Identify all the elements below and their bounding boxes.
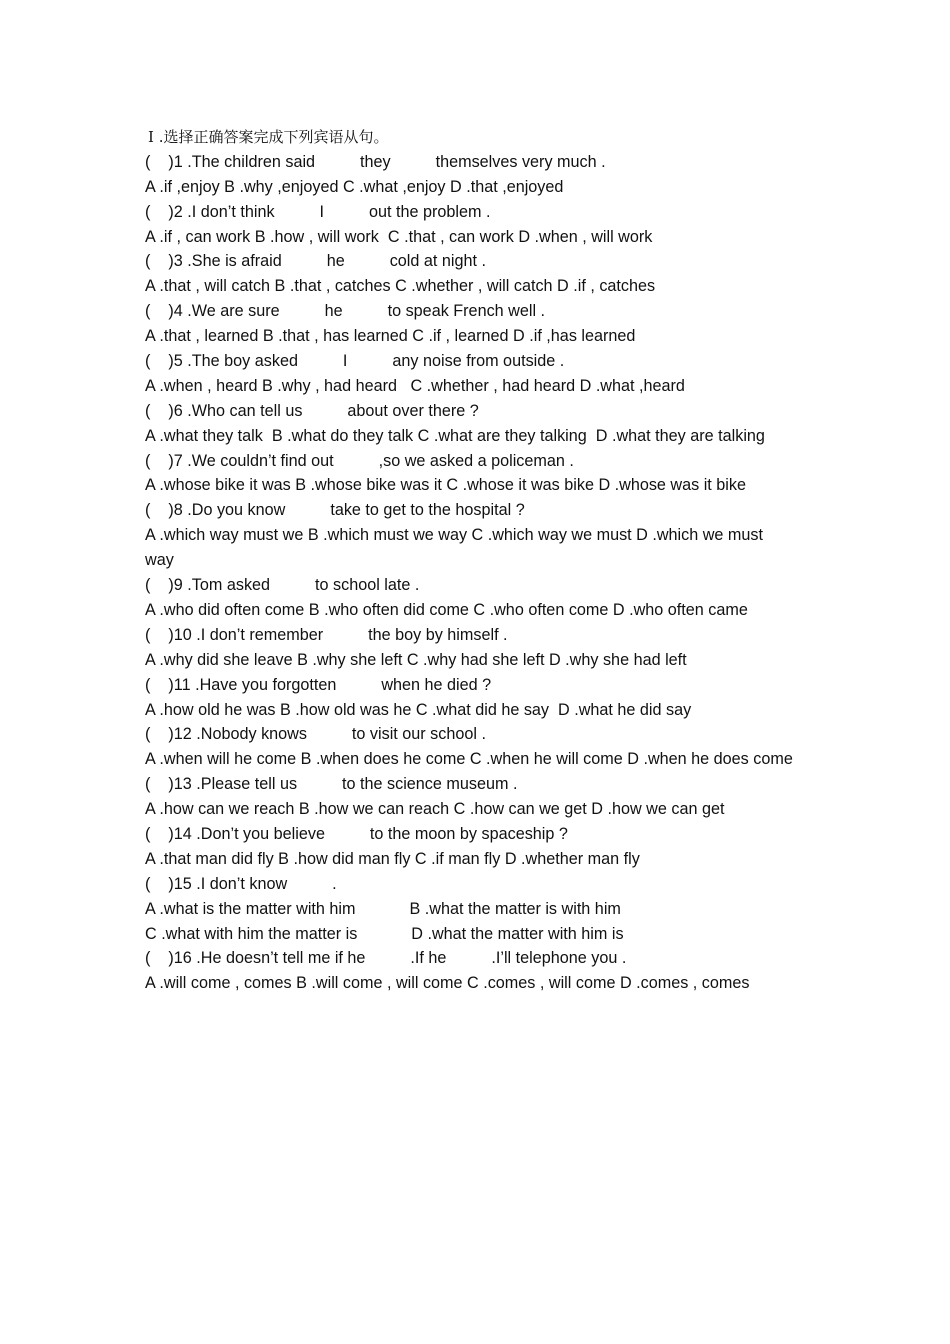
options-1: A .if ,enjoy B .why ,enjoyed C .what ,enjoy D .that ,enjoyed — [145, 177, 564, 196]
question-4: ( )4 .We are sure he to speak French well . — [145, 302, 546, 321]
options-12: A .when will he come B .when does he come C .when he will come D .when he does come — [145, 750, 793, 769]
options-5: A .when , heard B .why , had heard C .whether , had heard D .what ,heard — [145, 376, 685, 395]
question-6: ( )6 .Who can tell us about over there ? — [145, 401, 479, 420]
question-12: ( )12 .Nobody knows to visit our school . — [145, 725, 486, 744]
question-13: ( )13 .Please tell us to the science museum . — [145, 775, 518, 794]
options-2: A .if , can work B .how , will work C .that , can work D .when , will work — [145, 227, 653, 246]
question-14: ( )14 .Don’t you believe to the moon by spaceship ? — [145, 824, 568, 843]
question-9: ( )9 .Tom asked to school late . — [145, 576, 420, 595]
options-15-ab: A .what is the matter with him B .what the matter is with him — [145, 899, 621, 918]
question-3: ( )3 .She is afraid he cold at night . — [145, 252, 486, 271]
question-16: ( )16 .He doesn’t tell me if he .If he .I’ll telephone you . — [145, 949, 627, 968]
question-10: ( )10 .I don’t remember the boy by himself . — [145, 625, 508, 644]
options-9: A .who did often come B .who often did come C .who often come D .who often came — [145, 600, 748, 619]
question-7: ( )7 .We couldn’t find out ,so we asked a policeman . — [145, 451, 574, 470]
options-7: A .whose bike it was B .whose bike was it C .whose it was bike D .whose was it bike — [145, 476, 746, 495]
question-2: ( )2 .I don’t think I out the problem . — [145, 202, 491, 221]
question-5: ( )5 .The boy asked I any noise from outside . — [145, 352, 565, 371]
options-15-cd: C .what with him the matter is D .what the matter with him is — [145, 924, 624, 943]
options-3: A .that , will catch B .that , catches C .whether , will catch D .if , catches — [145, 277, 656, 296]
options-4: A .that , learned B .that , has learned C .if , learned D .if ,has learned — [145, 327, 636, 346]
exercise-content — [145, 125, 795, 996]
question-11: ( )11 .Have you forgotten when he died ? — [145, 675, 492, 694]
options-10: A .why did she leave B .why she left C .why had she left D .why she had left — [145, 650, 687, 669]
options-11: A .how old he was B .how old was he C .what did he say D .what he did say — [145, 700, 692, 719]
options-13: A .how can we reach B .how we can reach C .how can we get D .how we can get — [145, 800, 725, 819]
section-heading: Ⅰ .选择正确答案完成下列宾语从句。 — [148, 128, 389, 146]
options-14: A .that man did fly B .how did man fly C .if man fly D .whether man fly — [145, 849, 640, 868]
options-6: A .what they talk B .what do they talk C .what are they talking D .what they are talking — [145, 426, 765, 445]
question-1: ( )1 .The children said they themselves very much . — [145, 152, 606, 171]
question-8: ( )8 .Do you know take to get to the hospital ? — [145, 501, 525, 520]
question-15: ( )15 .I don’t know . — [145, 874, 337, 893]
options-16: A .will come , comes B .will come , will come C .comes , will come D .comes , comes — [145, 974, 750, 993]
options-8: A .which way must we B .which must we way C .which way we must D .which we must way — [145, 526, 768, 570]
